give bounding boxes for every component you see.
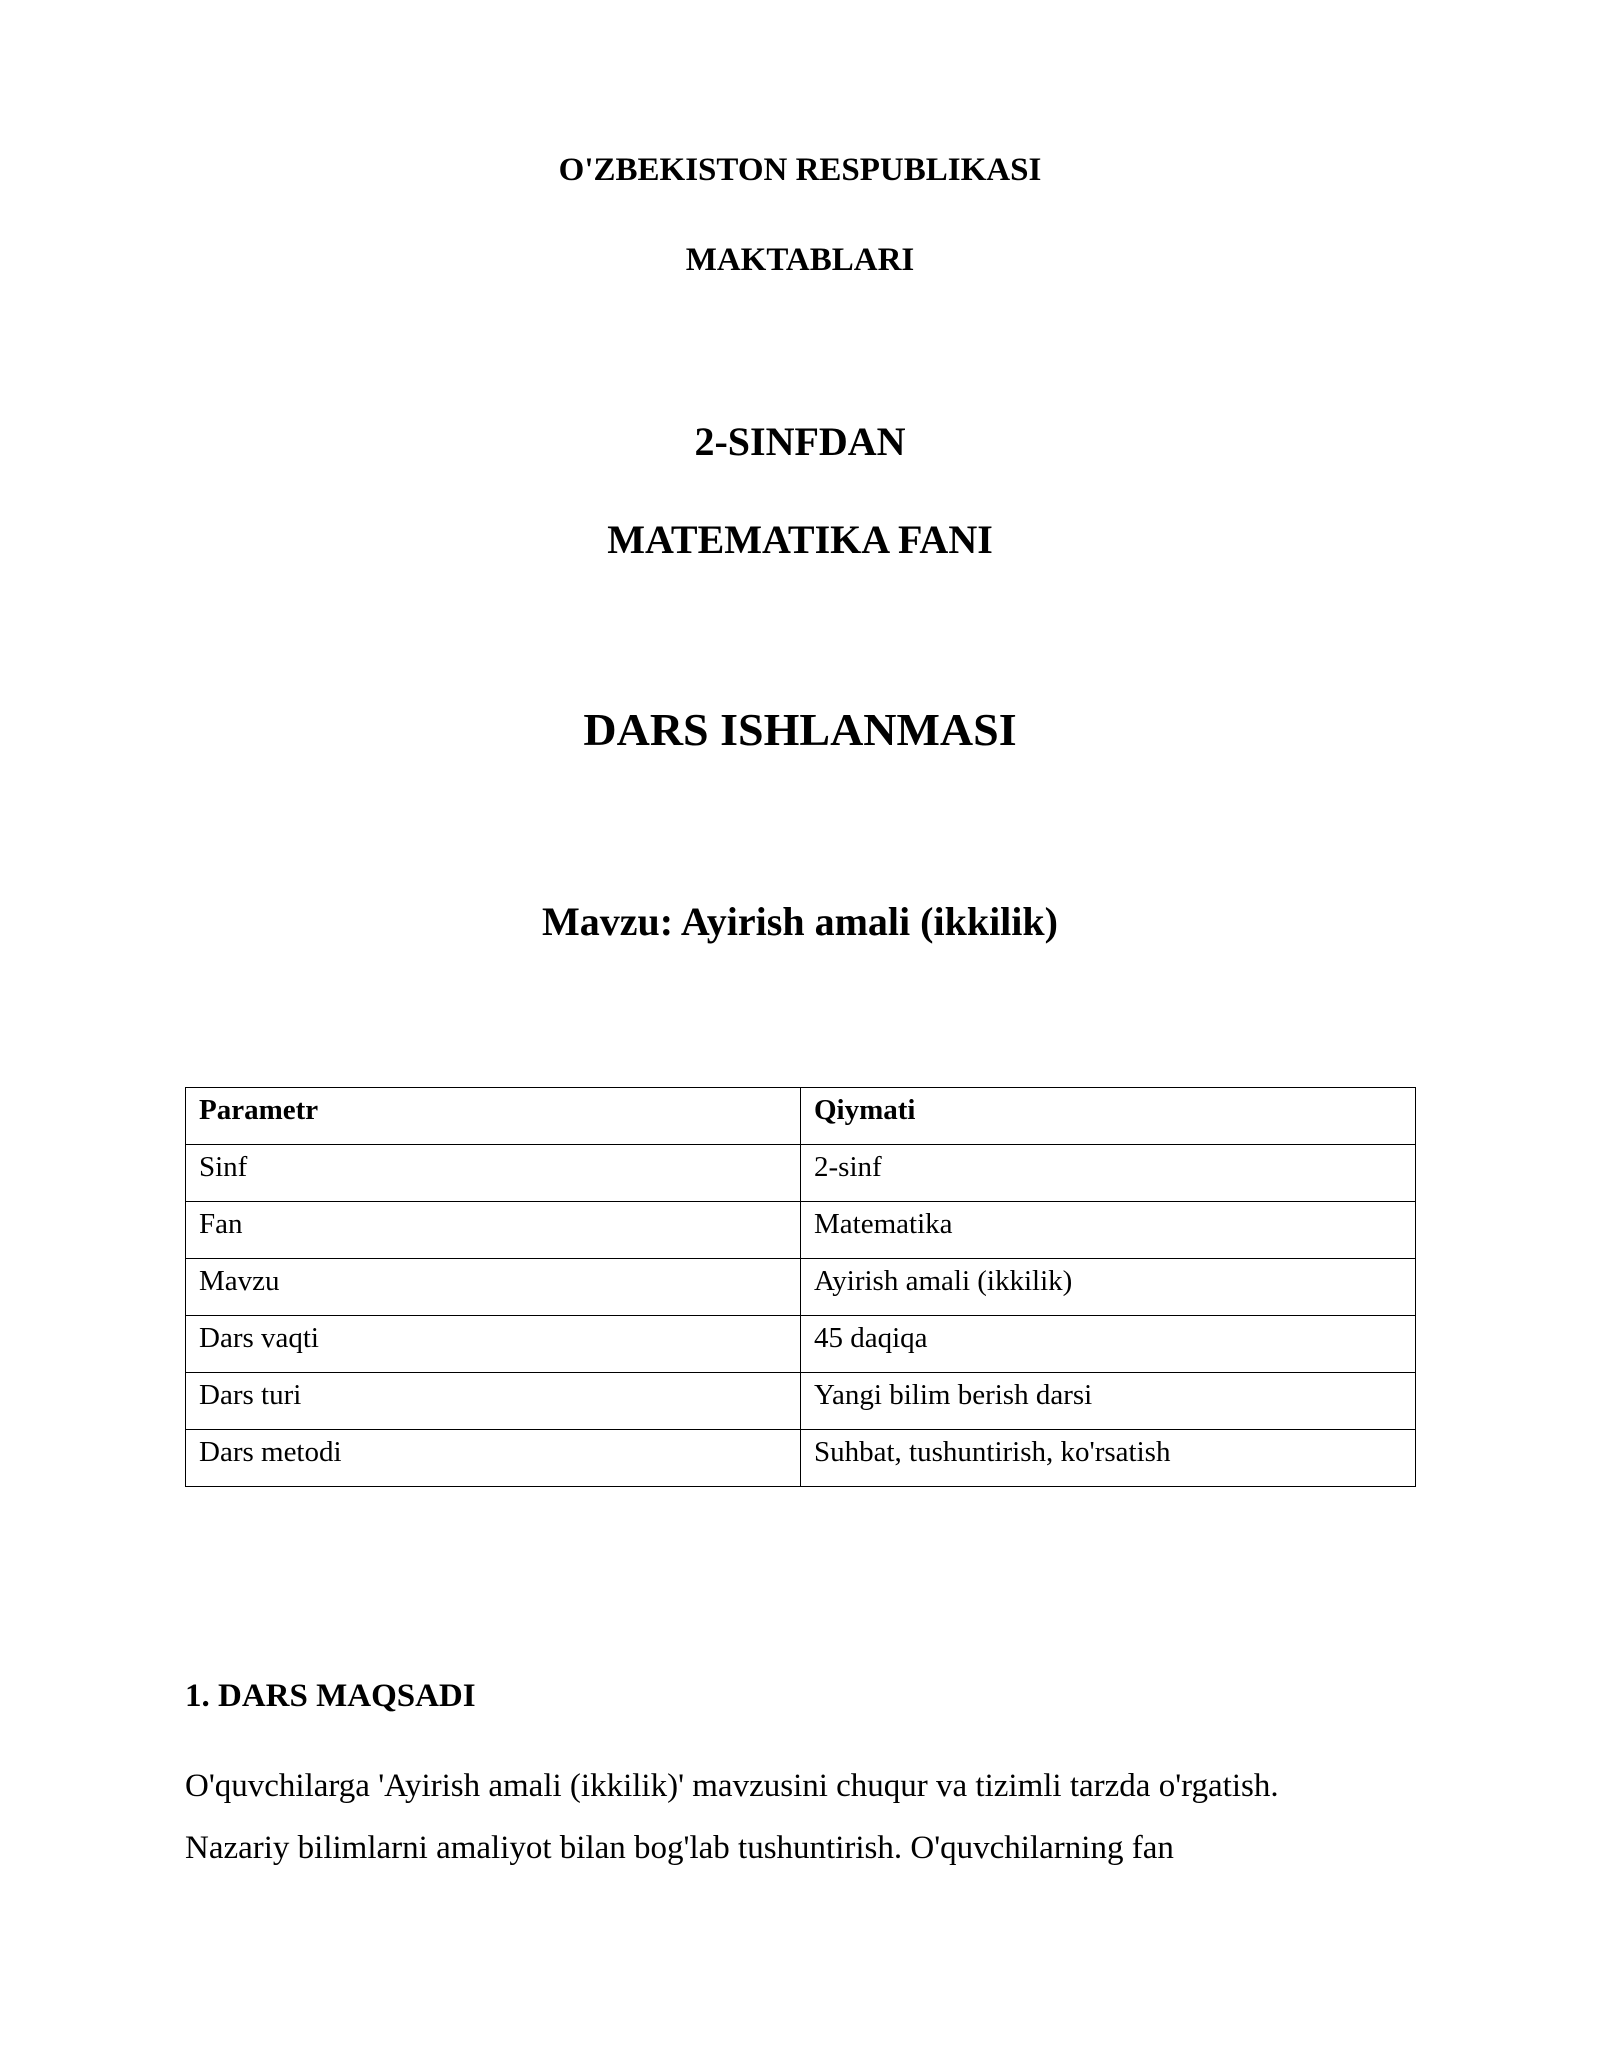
subject-heading: MATEMATIKA FANI [607,517,993,562]
lesson-parameters-table [185,1087,1416,1487]
table-row [186,1145,1416,1202]
republic-heading: O'ZBEKISTON RESPUBLIKASI [558,152,1042,188]
table-cell-value: Yangi bilim berish darsi [801,1373,1416,1430]
table-cell-value: Matematika [801,1202,1416,1259]
table-cell-value: Ayirish amali (ikkilik) [801,1259,1416,1316]
section-title-lesson-goal: 1. DARS MAQSADI [185,1678,476,1714]
column-header-parameter: Parametr [186,1088,801,1145]
table-row [186,1259,1416,1316]
paragraph-line: Nazariy bilimlarni amaliyot bilan bog'lab tushuntirish. O'quvchilarning fan [185,1830,1174,1866]
table-cell-parameter: Fan [186,1202,801,1259]
table-cell-parameter: Dars turi [186,1373,801,1430]
document-title: DARS ISHLANMASI [583,704,1017,755]
table-cell-parameter: Mavzu [186,1259,801,1316]
column-header-value: Qiymati [801,1088,1416,1145]
table-cell-value: 2-sinf [801,1145,1416,1202]
table-row [186,1430,1416,1487]
table-cell-parameter: Dars metodi [186,1430,801,1487]
table-row [186,1202,1416,1259]
table-header-row [186,1088,1416,1145]
paragraph-line: O'quvchilarga 'Ayirish amali (ikkilik)' mavzusini chuqur va tizimli tarzda o'rgatish. [185,1768,1279,1804]
table-row [186,1316,1416,1373]
table-cell-value: Suhbat, tushuntirish, ko'rsatish [801,1430,1416,1487]
table-cell-parameter: Sinf [186,1145,801,1202]
topic-heading: Mavzu: Ayirish amali (ikkilik) [542,899,1058,944]
table-row [186,1373,1416,1430]
table-cell-parameter: Dars vaqti [186,1316,801,1373]
grade-heading: 2-SINFDAN [694,419,906,464]
table-cell-value: 45 daqiqa [801,1316,1416,1373]
schools-heading: MAKTABLARI [685,242,915,278]
